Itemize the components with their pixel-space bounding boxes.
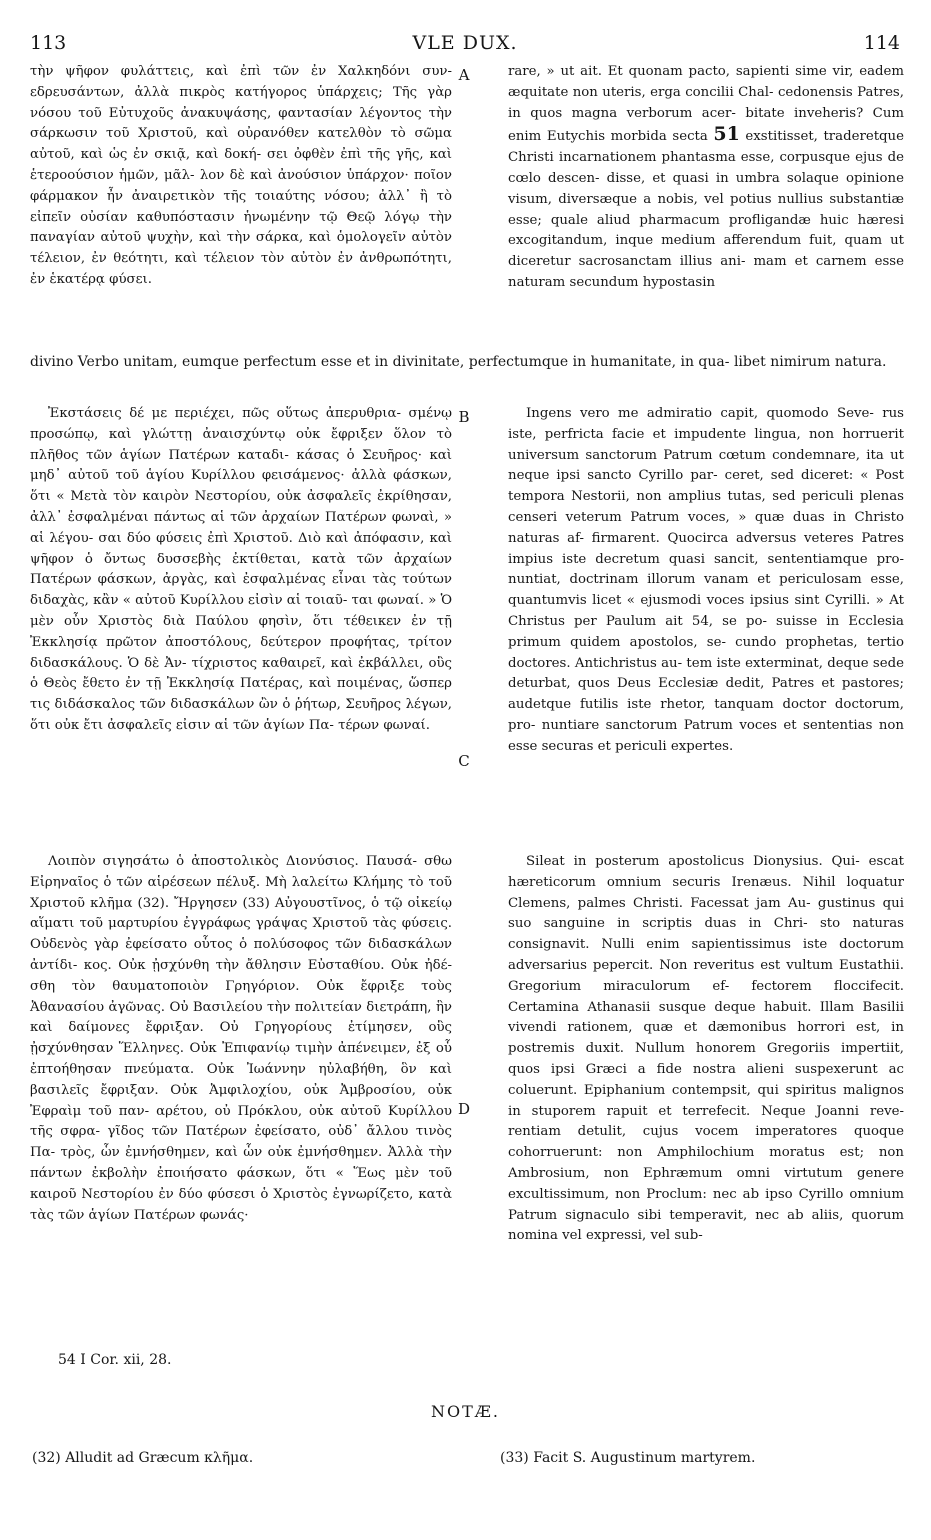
greek-column-2 xyxy=(30,404,452,737)
right-page-number: 114 xyxy=(863,32,900,54)
margin-marker-b: B xyxy=(458,408,470,426)
greek-column-3 xyxy=(30,852,452,1226)
notes-heading: NOTÆ. xyxy=(431,1402,500,1421)
latin-paragraph xyxy=(508,62,904,294)
latin-column-3 xyxy=(508,852,904,1247)
latin-column-2 xyxy=(508,404,904,758)
latin-column-1 xyxy=(508,62,904,294)
latin-text: exstitisset, traderetque Christi incarnationem phantasma esse, corpusque ejus de cœlo descen- disse, et quasi in umbra solaque opinione visum, diversæque a nobis, vel potius nullius substantiæ esse; quale aliud pharmacum profligandæ huic hæresi excogitandum, inque medium afferendum fuit, quam ut diceretur sacrosanctam illius ani- mam et carnem esse naturam secundum hypostasin xyxy=(508,129,904,290)
left-page-number: 113 xyxy=(30,32,67,54)
margin-marker-a: A xyxy=(458,66,470,84)
margin-marker-d: D xyxy=(457,1100,471,1118)
note-33: (33) Facit S. Augustinum martyrem. xyxy=(500,1450,756,1466)
greek-column-1 xyxy=(30,62,452,291)
margin-marker-c: C xyxy=(458,752,470,770)
section-3 xyxy=(30,852,902,1332)
section-2 xyxy=(30,404,902,846)
footnote: 54 I Cor. xii, 28. xyxy=(58,1352,172,1368)
spanning-latin-line: divino Verbo unitam, eumque perfectum esse et in divinitate, perfectumque in humanitate, in qua- libet nimirum natura. xyxy=(30,354,887,370)
note-32: (32) Alludit ad Græcum κλῆμα. xyxy=(32,1450,254,1466)
greek-paragraph: Λοιπὸν σιγησάτω ὁ ἀποστολικὸς Διονύσιος. Παυσά- σθω Εἰρηναῖος ὁ τῶν αἱρέσεων πέλυξ. Μὴ λαλείτω Κλήμης τὸ τοῦ Χριστοῦ κλῆμα (32). Ἤργησεν (33) Αὐγουστῖνος, ὁ τῷ οἰκείῳ αἵματι τοῦ μαρτυρίου ἐγγράφως γράψας Χριστοῦ τὰς φύσεις. Οὐδενὸς γὰρ ἐφείσατο οὗτος ὁ πολύσοφος τῶν διδασκάλων ἀντίδι- κος. Οὐκ ᾐσχύνθη τὴν ἄθλησιν Εὐσταθίου. Οὐκ ἠδέ- σθη τὸν θαυματοποιὸν Γρηγόριον. Οὐκ ἔφριξε τοὺς Ἀθανασίου ἀγῶνας. Οὐ Βασιλείου τὴν πολιτείαν διετράπη, ἣν καὶ δαίμονες ἔφριξαν. Οὐ Γρηγορίους ἐτίμησεν, οὓς ᾐσχύνθησαν Ἕλληνες. Οὐκ Ἐπιφανίῳ τιμὴν ἀπένειμεν, ἐξ οὗ ἐπτοήθησαν πνεύματα. Οὐκ Ἰωάννην ηὐλαβήθη, ὃν καὶ βασιλεῖς ἔφριξαν. Οὐκ Ἀμφιλοχίου, οὐκ Ἀμβροσίου, οὐκ Ἐφραὶμ τοῦ παν- αρέτου, οὐ Πρόκλου, οὐκ αὐτοῦ Κυρίλλου τῆς σφρα- γῖδος τῶν Πατέρων ἐφείσατο, οὐδ᾽ ἄλλου τινὸς Πα- τρὸς, ὧν ἐμνήσθημεν, καὶ ὧν οὐκ ἐμνήσθημεν. Ἀλλὰ τὴν πάντων ἐκβολὴν ἐποιήσατο φάσκων, ὅτι « Ἕως μὲν τοῦ καιροῦ Νεστορίου ἐν δύο φύσεσι ὁ Χριστὸς ἐγνωρίζετο, κατὰ τὰς τῶν ἁγίων Πατέρων φωνάς· xyxy=(30,854,452,1223)
running-title: VLE DUX. xyxy=(412,32,518,54)
greek-paragraph: τὴν ψῆφον φυλάττεις, καὶ ἐπὶ τῶν ἐν Χαλκηδόνι συν- εδρευσάντων, ἀλλὰ πικρὸς κατήγορος ὑπάρχεις; Τῆς γὰρ νόσου τοῦ Εὐτυχοῦς ἀνακυψάσης, φαντασίαν λέγοντος τὴν σάρκωσιν τοῦ Χριστοῦ, καὶ οὐρανόθεν κατελθὸν τὸ σῶμα αὐτοῦ, καὶ ὡς ἐν σκιᾷ, καὶ δοκή- σει ὀφθὲν ἐπὶ τῆς γῆς, καὶ ἑτεροούσιον ἡμῶν, μᾶλ- λον δὲ καὶ ἀνούσιον ὑπάρχον· ποῖον φάρμακον ἦν ἀναιρετικὸν τῆς τοιαύτης νόσου; ἀλλ᾽ ἢ τὸ εἰπεῖν οὐσίαν καθυπόστασιν ἡνωμένην τῷ Θεῷ λόγῳ τὴν παναγίαν αὐτοῦ ψυχὴν, καὶ τὴν σάρκα, καὶ ὁμολογεῖν αὐτὸν τέλειον, ἐν θεότητι, καὶ τέλειον τὸν αὐτὸν ἐν ἀνθρωπότητι, ἐν ἑκατέρᾳ φύσει. xyxy=(30,64,452,287)
latin-paragraph: Ingens vero me admiratio capit, quomodo Seve- rus iste, perfricta facie et impudente lingua, non horruerit universum sanctorum Patrum cœtum condemnare, ita ut neque ipsi sancto Cyrillo par- ceret, sed diceret: « Post tempora Nestorii, non amplius tutas, sed periculi plenas censeri veterum Patrum voces, » quæ duas in Christo naturas af- firmarent. Quocirca adversus veteres Patres impius iste decretum quasi sancit, sententiamque pro- nuntiat, doctrinam illorum vanam et periculosam esse, quantumvis licet « ejusmodi voces ipsius sint Cyrilli. » At Christus per Paulum ait 54, se po- suisse in Ecclesia primum quidem apostolos, se- cundo prophetas, tertio doctores. Antichristus au- tem iste exterminat, deque sede deturbat, quos Deus Ecclesiæ dedit, Patres et pastores; audetque futilis iste rhetor, tanquam doctor doctorum, pro- nuntiare sanctorum Patrum voces et sententias non esse securas et periculi expertes. xyxy=(508,406,904,754)
running-header xyxy=(30,32,900,56)
latin-text: rare, » ut ait. Et quonam pacto, sapienti sime vir, eadem æquitate non uteris, erga concilii Chal- cedonensis Patres, in quos magna verborum acer- bitate inveheris? Cum enim Eutychis morbida secta xyxy=(508,64,904,145)
section-1 xyxy=(30,62,902,346)
latin-paragraph: Sileat in posterum apostolicus Dionysius. Qui- escat hæreticorum omnium securis Irenæus. Nihil loquatur Clemens, palmes Christi. Facessat jam Au- gustinus qui suo sanguine in scriptis duas in Chri- sto naturas consignavit. Nulli enim sapientissimus iste doctorum adversarius pepercit. Non reveritus est vultum Eustathii. Gregorium miraculorum ef- fectorem floccifecit. Certamina Athanasii susque deque habuit. Illam Basilii vivendi rationem, quæ et dæmonibus horrori est, in postremis duxit. Nullum honorem Gregoriis impertiit, quos ipsi Græci a fide nostra alieni suspexerunt ac coluerunt. Epiphanium contempsit, qui spiritus malignos in stuporem rapuit et terrefecit. Neque Joanni reve- rentiam detulit, cujus vocem imperatores quoque cohorruerunt: non Amphilochium moratus est; non Ambrosium, non Ephræmum omni virtutum genere excultissimum, non Proclum: nec ab ipso Cyrillo omnium Patrum signaculo sibi temperavit, nec ab aliis, quorum nomina vel expressi, vel sub- xyxy=(508,854,904,1244)
greek-paragraph: Ἐκστάσεις δέ με περιέχει, πῶς οὕτως ἀπερυθρια- σμένῳ προσώπῳ, καὶ γλώττῃ ἀναισχύντῳ οὐκ ἔφριξεν ὅλον τὸ πλῆθος τῶν ἁγίων Πατέρων καταδι- κάσας ὁ Σευῆρος· καὶ μηδ᾽ αὐτοῦ τοῦ ἁγίου Κυρίλλου φεισάμενος· ἀλλὰ φάσκων, ὅτι « Μετὰ τὸν καιρὸν Νεστορίου, οὐκ ἀσφαλεῖς ἐκρίθησαν, ἀλλ᾽ ἐσφαλμέναι πάντως αἱ τῶν ἀρχαίων Πατέρων φωναὶ, » αἱ λέγου- σαι δύο φύσεις ἐπὶ Χριστοῦ. Διὸ καὶ ἀπόφασιν, καὶ ψῆφον ὁ ὄντως δυσσεβὴς ἐκτίθεται, κατὰ τῶν ἀρχαίων Πατέρων φάσκων, ἀργὰς, καὶ ἐσφαλμένας εἶναι τὰς τούτων διδαχὰς, κἂν « αὐτοῦ Κυρίλλου εἰσὶν αἱ τοιαῦ- ται φωναί. » Ὁ μὲν οὖν Χριστὸς διὰ Παύλου φησὶν, ὅτι τέθεικεν ἐν τῇ Ἐκκλησίᾳ πρῶτον ἀποστόλους, δεύτερον προφήτας, τρίτον διδασκάλους. Ὁ δὲ Ἀν- τίχριστος καθαιρεῖ, καὶ ἐκβάλλει, οὓς ὁ Θεὸς ἔθετο ἐν τῇ Ἐκκλησίᾳ Πατέρας, καὶ ποιμένας, ὥσπερ τις διδάσκαλος τῶν διδασκάλων ὢν ὁ ῥήτωρ, Σευῆρος λέγων, ὅτι οὐκ ἔτι ἀσφαλεῖς εἰσιν αἱ τῶν ἁγίων Πα- τέρων φωναί. xyxy=(30,406,452,733)
column-number: 51 xyxy=(713,123,740,146)
